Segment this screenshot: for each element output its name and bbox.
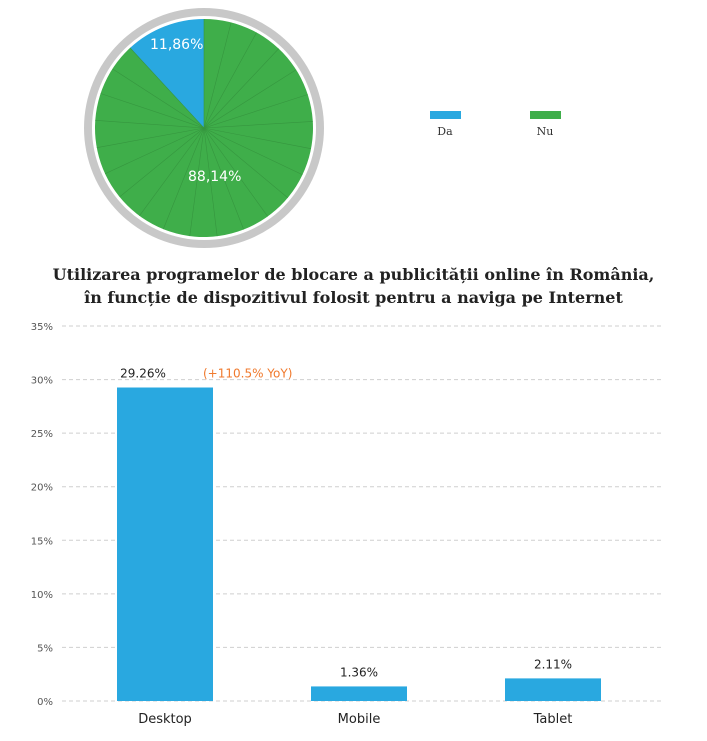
y-tick-label: 5% — [37, 643, 53, 655]
y-tick-label: 20% — [30, 482, 53, 494]
y-tick-label: 25% — [30, 429, 53, 441]
bar-value-label: 1.36% — [339, 665, 379, 680]
legend-label-da: Da — [437, 125, 453, 138]
bar-chart-title-line-1: Utilizarea programelor de blocare a publicității online în România, — [52, 265, 655, 284]
x-tick-label: Mobile — [337, 712, 381, 727]
x-tick-label: Tablet — [533, 712, 573, 727]
y-tick-label: 15% — [30, 536, 53, 548]
y-tick-label: 0% — [37, 697, 53, 708]
bar-value-label: 2.11% — [533, 657, 573, 672]
pie-label-da: 11,86% — [150, 37, 204, 53]
pie-label-nu: 88,14% — [188, 169, 242, 185]
y-tick-label: 35% — [30, 322, 53, 333]
y-tick-label: 10% — [30, 589, 53, 601]
x-tick-label: Desktop — [138, 712, 192, 727]
bar-annotation: (+110.5% YoY) — [203, 366, 293, 381]
legend-label-nu: Nu — [536, 125, 554, 138]
bar-desktop — [117, 388, 213, 702]
bar-chart-title-line-2: în funcție de dispozitivul folosit pentru a naviga pe Internet — [84, 288, 623, 307]
bar-mobile — [311, 686, 407, 701]
bar-tablet — [505, 678, 601, 701]
bar-value-label: 29.26% — [120, 366, 166, 381]
y-tick-label: 30% — [30, 375, 53, 387]
